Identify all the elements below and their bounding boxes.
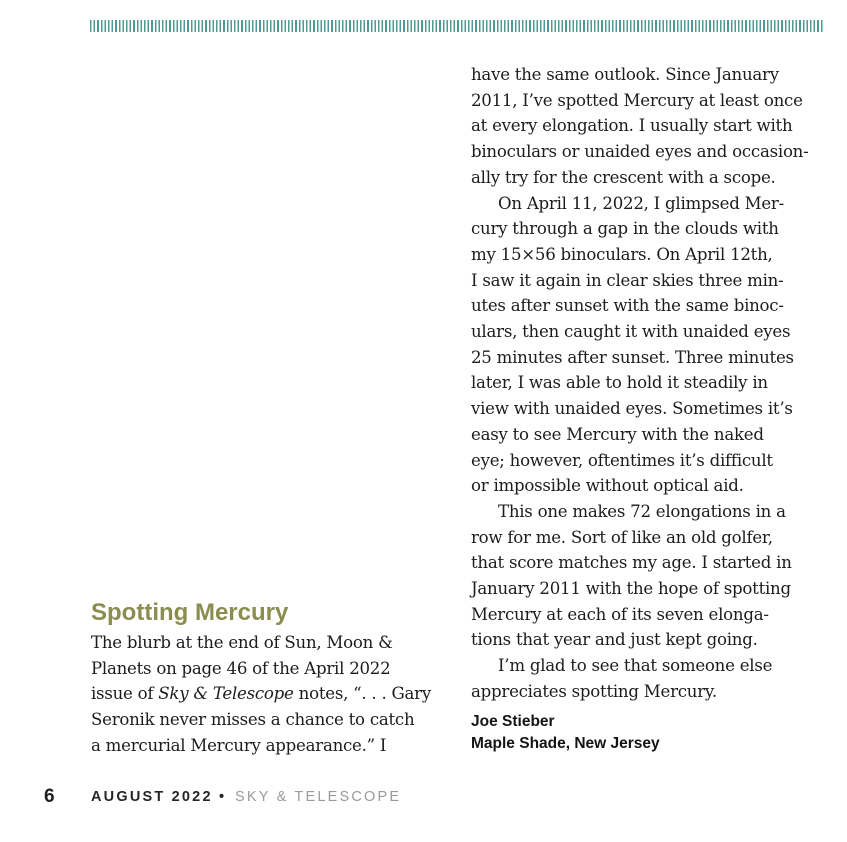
left-column-text bbox=[91, 630, 436, 759]
text-line: I’m glad to see that someone else bbox=[498, 656, 773, 676]
text-line: On April 11, 2022, I glimpsed Mer- bbox=[498, 193, 784, 213]
text-line: at every elongation. I usually start with bbox=[471, 116, 793, 136]
text-line: that score matches my age. I started in bbox=[471, 553, 792, 573]
letter-continuation-column bbox=[471, 62, 826, 755]
text-line: tions that year and just kept going. bbox=[471, 630, 758, 650]
text-line: January 2011 with the hope of spotting bbox=[471, 579, 791, 599]
issue-date: AUGUST 2022 bbox=[91, 789, 213, 805]
letter-start-column bbox=[91, 598, 436, 759]
text-line: cury through a gap in the clouds with bbox=[471, 219, 779, 239]
footer-separator: • bbox=[219, 789, 225, 805]
magazine-name: SKY & TELESCOPE bbox=[235, 789, 402, 805]
text-line: Planets on page 46 of the April 2022 bbox=[91, 658, 391, 678]
text-line bbox=[91, 681, 436, 707]
text-line: Seronik never misses a chance to catch bbox=[91, 710, 415, 730]
letter-signoff bbox=[471, 711, 826, 755]
text-fragment: issue of bbox=[91, 684, 159, 704]
text-line: This one makes 72 elongations in a bbox=[498, 501, 786, 521]
magazine-title-italic: Sky & Telescope bbox=[158, 684, 294, 704]
right-column-text bbox=[471, 62, 826, 705]
page-number: 6 bbox=[44, 786, 55, 807]
text-line: view with unaided eyes. Sometimes it’s bbox=[471, 399, 793, 419]
author-name: Joe Stieber bbox=[471, 712, 555, 730]
page-footer bbox=[0, 786, 847, 810]
text-line: row for me. Sort of like an old golfer, bbox=[471, 527, 773, 547]
text-line: Mercury at each of its seven elonga- bbox=[471, 604, 769, 624]
letter-headline: Spotting Mercury bbox=[91, 599, 289, 626]
text-line: 2011, I’ve spotted Mercury at least once bbox=[471, 90, 803, 110]
author-location: Maple Shade, New Jersey bbox=[471, 734, 660, 752]
text-line: appreciates spotting Mercury. bbox=[471, 681, 717, 701]
text-line: have the same outlook. Since January bbox=[471, 65, 779, 84]
text-line: 25 minutes after sunset. Three minutes bbox=[471, 347, 794, 367]
text-line: I saw it again in clear skies three min- bbox=[471, 270, 784, 290]
text-line: a mercurial Mercury appearance.” I bbox=[91, 735, 387, 755]
text-line: utes after sunset with the same binoc- bbox=[471, 296, 784, 316]
top-decorative-rule bbox=[90, 20, 824, 32]
text-line: ulars, then caught it with unaided eyes bbox=[471, 322, 791, 342]
text-line: my 15×56 binoculars. On April 12th, bbox=[471, 244, 773, 264]
text-line: binoculars or unaided eyes and occasion- bbox=[471, 142, 809, 162]
text-line: The blurb at the end of Sun, Moon & bbox=[91, 633, 393, 652]
text-fragment: notes, “. . . Gary bbox=[293, 684, 431, 704]
text-line: or impossible without optical aid. bbox=[471, 476, 744, 496]
text-line: ally try for the crescent with a scope. bbox=[471, 167, 776, 187]
text-line: eye; however, oftentimes it’s difficult bbox=[471, 450, 773, 470]
text-line: later, I was able to hold it steadily in bbox=[471, 373, 768, 393]
text-line: easy to see Mercury with the naked bbox=[471, 424, 764, 444]
